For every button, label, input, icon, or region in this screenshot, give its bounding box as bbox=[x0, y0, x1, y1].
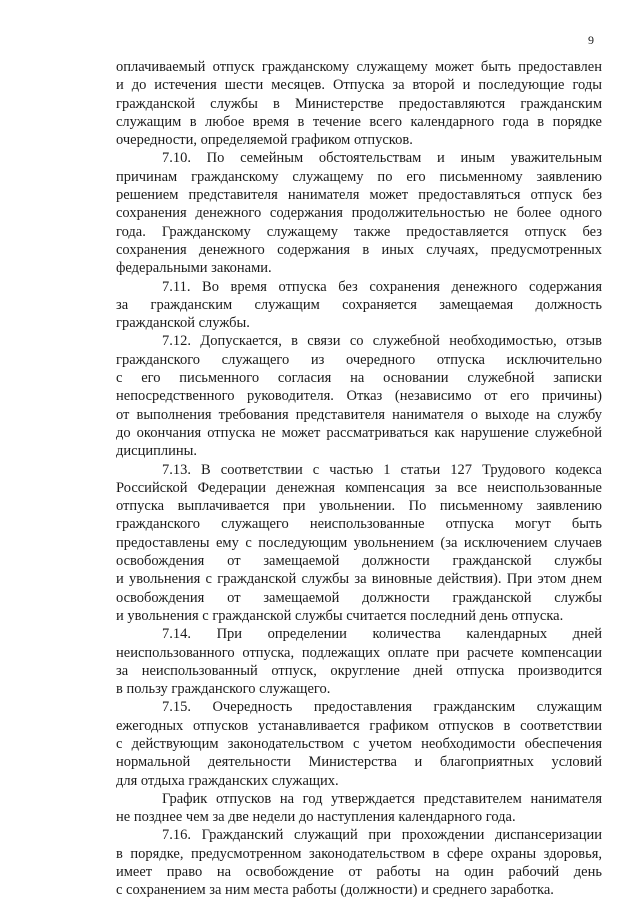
text-line: непосредственного руководителя. Отказ (независимо от его причины) bbox=[116, 388, 602, 405]
text-line: с действующим законодательством с учетом необходимости обеспечения bbox=[116, 735, 602, 752]
page-number: 9 bbox=[588, 33, 594, 47]
text-line: решением представителя нанимателя может предоставляться отпуск без bbox=[116, 187, 602, 204]
text-line: сохранения денежного содержания продолжительностью не более одного bbox=[116, 205, 602, 222]
text-line: имеет право на освобождение от работы на один рабочий день bbox=[116, 864, 602, 881]
text-line: до окончания отпуска не может рассматриваться как нарушение служебной bbox=[116, 424, 602, 441]
text-line: не позднее чем за две недели до наступления календарного года. bbox=[116, 809, 516, 826]
text-line: для отдыха гражданских служащих. bbox=[116, 772, 339, 789]
text-line: гражданской службы в Министерстве предоставляются гражданским bbox=[116, 95, 602, 112]
text-line: очередности, определяемой графиком отпусков. bbox=[116, 132, 413, 149]
text-line: с сохранением за ним места работы (должности) и среднего заработка. bbox=[116, 882, 554, 899]
text-line: 7.14. При определении количества календарных дней bbox=[162, 626, 602, 643]
text-line: причинам гражданскому служащему по его письменному заявлению bbox=[116, 168, 602, 185]
text-line: от выполнения требования представителя нанимателя о выходе на службу bbox=[116, 406, 602, 423]
text-line: в пользу гражданского служащего. bbox=[116, 681, 331, 698]
text-line: и увольнения с гражданской службы за виновные действия). При этом днем bbox=[116, 571, 602, 588]
text-line: График отпусков на год утверждается представителем нанимателя bbox=[162, 790, 602, 807]
text-line: и увольнения с гражданской службы считается последний день отпуска. bbox=[116, 607, 564, 624]
text-line: 7.11. Во время отпуска без сохранения денежного содержания bbox=[162, 278, 602, 295]
text-line: предоставлены ему с последующим увольнением (за исключением случаев bbox=[116, 534, 602, 551]
text-line: 7.16. Гражданский служащий при прохождении диспансеризации bbox=[162, 827, 602, 844]
text-line: дисциплины. bbox=[116, 443, 197, 460]
text-line: 7.15. Очередность предоставления гражданским служащим bbox=[162, 699, 602, 716]
text-line: за неиспользованный отпуск, округление дней отпуска производится bbox=[116, 662, 602, 679]
text-line: 7.10. По семейным обстоятельствам и иным уважительным bbox=[162, 150, 602, 167]
text-line: и до истечения шести месяцев. Отпуска за второй и последующие годы bbox=[116, 77, 602, 94]
text-line: оплачиваемый отпуск гражданскому служащему может быть предоставлен bbox=[116, 59, 602, 75]
text-line: федеральными законами. bbox=[116, 260, 272, 277]
text-line: сохранения денежного содержания в иных случаях, предусмотренных bbox=[116, 241, 602, 258]
text-line: 7.12. Допускается, в связи со служебной необходимостью, отзыв bbox=[162, 333, 602, 350]
text-line: гражданского служащего неиспользованные отпуска могут быть bbox=[116, 516, 602, 533]
text-line: отпуска выплачивается при увольнении. По письменному заявлению bbox=[116, 498, 602, 515]
text-line: нормальной деятельности Министерства и благоприятных условий bbox=[116, 754, 602, 771]
text-line: освобождения от замещаемой должности гражданской службы bbox=[116, 553, 602, 570]
text-line: гражданского служащего из очередного отпуска исключительно bbox=[116, 351, 602, 368]
text-line: служащим в любое время в течение всего календарного года в порядке bbox=[116, 113, 602, 130]
text-line: Российской Федерации денежная компенсация за все неиспользованные bbox=[116, 479, 602, 496]
document-body bbox=[116, 58, 602, 900]
text-line: гражданской службы. bbox=[116, 315, 250, 332]
text-line: ежегодных отпусков устанавливается графиком отпусков в соответствии bbox=[116, 717, 602, 734]
text-line: в порядке, предусмотренном законодательством в сфере охраны здоровья, bbox=[116, 845, 602, 862]
text-line: 7.13. В соответствии с частью 1 статьи 127 Трудового кодекса bbox=[162, 461, 602, 478]
text-line: за гражданским служащим сохраняется замещаемая должность bbox=[116, 296, 602, 313]
text-line: неиспользованного отпуска, подлежащих оплате при расчете компенсации bbox=[116, 644, 602, 661]
text-line: с его письменного согласия на основании служебной записки bbox=[116, 370, 602, 387]
text-line: освобождения от замещаемой должности гражданской службы bbox=[116, 589, 602, 606]
text-line: года. Гражданскому служащему также предоставляется отпуск без bbox=[116, 223, 602, 240]
